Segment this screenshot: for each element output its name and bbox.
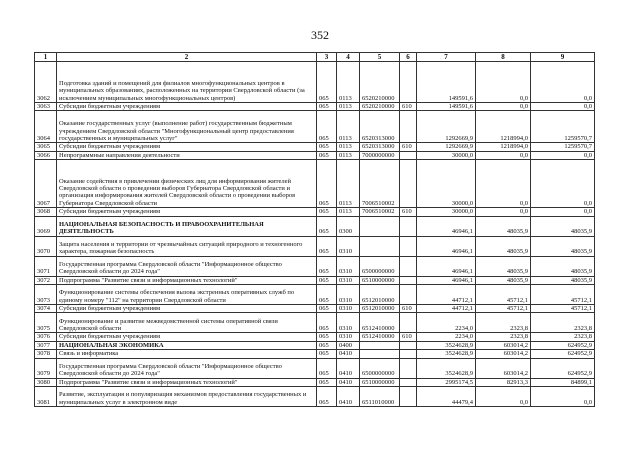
section-code: 0113 <box>337 111 360 143</box>
table-row <box>35 143 595 151</box>
target-article-code <box>360 216 400 236</box>
ministry-code: 065 <box>317 256 337 276</box>
budget-table <box>34 52 595 407</box>
amount-year-2: 48035,9 <box>476 256 531 276</box>
ministry-code: 065 <box>317 313 337 333</box>
amount-year-1: 3524628,9 <box>417 341 476 349</box>
table-row <box>35 276 595 284</box>
row-number: 3080 <box>35 378 57 386</box>
row-number: 3065 <box>35 143 57 151</box>
amount-year-1: 1292669,9 <box>417 111 476 143</box>
table-row <box>35 216 595 236</box>
amount-year-2: 603014,2 <box>476 350 531 358</box>
ministry-code: 065 <box>317 350 337 358</box>
table-row <box>35 62 595 103</box>
table-row <box>35 313 595 333</box>
table-row <box>35 103 595 111</box>
amount-year-3: 48035,9 <box>531 256 595 276</box>
row-number: 3077 <box>35 341 57 349</box>
table-row <box>35 358 595 378</box>
section-code: 0310 <box>337 305 360 313</box>
ministry-code: 065 <box>317 236 337 256</box>
expense-type-code <box>400 378 417 386</box>
row-name: Функционирование системы обеспечения вызова экстренных оперативных служб по единому номеру "112" на территории Свердловской области <box>57 285 317 305</box>
row-name: НАЦИОНАЛЬНАЯ БЕЗОПАСНОСТЬ И ПРАВООХРАНИТЕЛЬНАЯ ДЕЯТЕЛЬНОСТЬ <box>57 216 317 236</box>
expense-type-code: 610 <box>400 333 417 341</box>
row-number: 3066 <box>35 151 57 159</box>
amount-year-3: 0,0 <box>531 151 595 159</box>
amount-year-3: 0,0 <box>531 208 595 216</box>
table-row <box>35 305 595 313</box>
row-name: Государственная программа Свердловской области "Информационное общество Свердловской области до 2024 года" <box>57 358 317 378</box>
table-row <box>35 341 595 349</box>
expense-type-code <box>400 350 417 358</box>
row-name: Государственная программа Свердловской области "Информационное общество Свердловской области до 2024 года" <box>57 256 317 276</box>
amount-year-2: 48035,9 <box>476 216 531 236</box>
ministry-code: 065 <box>317 103 337 111</box>
row-number: 3068 <box>35 208 57 216</box>
row-name: Субсидии бюджетным учреждениям <box>57 333 317 341</box>
amount-year-3: 48035,9 <box>531 236 595 256</box>
amount-year-1: 2995174,5 <box>417 378 476 386</box>
table-row <box>35 350 595 358</box>
target-article-code: 6510000000 <box>360 378 400 386</box>
amount-year-3: 2323,8 <box>531 313 595 333</box>
amount-year-2: 0,0 <box>476 160 531 208</box>
row-number: 3076 <box>35 333 57 341</box>
amount-year-3: 48035,9 <box>531 276 595 284</box>
row-name: Непрограммные направления деятельности <box>57 151 317 159</box>
ministry-code: 065 <box>317 276 337 284</box>
row-number: 3062 <box>35 62 57 103</box>
section-code: 0113 <box>337 62 360 103</box>
row-name: Подпрограмма "Развитие связи и информационных технологий" <box>57 378 317 386</box>
target-article-code: 6512010000 <box>360 305 400 313</box>
section-code: 0310 <box>337 285 360 305</box>
section-code: 0113 <box>337 208 360 216</box>
target-article-code <box>360 350 400 358</box>
section-code: 0113 <box>337 151 360 159</box>
row-number: 3070 <box>35 236 57 256</box>
row-number: 3078 <box>35 350 57 358</box>
row-name: Подпрограмма "Развитие связи и информационных технологий" <box>57 276 317 284</box>
row-number: 3074 <box>35 305 57 313</box>
target-article-code: 7000000000 <box>360 151 400 159</box>
amount-year-2: 0,0 <box>476 62 531 103</box>
table-row <box>35 333 595 341</box>
target-article-code <box>360 341 400 349</box>
amount-year-2: 0,0 <box>476 151 531 159</box>
section-code: 0113 <box>337 143 360 151</box>
row-number: 3069 <box>35 216 57 236</box>
table-row <box>35 378 595 386</box>
expense-type-code <box>400 313 417 333</box>
expense-type-code <box>400 216 417 236</box>
expense-type-code: 610 <box>400 208 417 216</box>
amount-year-1: 2234,0 <box>417 313 476 333</box>
ministry-code: 065 <box>317 378 337 386</box>
expense-type-code <box>400 111 417 143</box>
section-code: 0410 <box>337 378 360 386</box>
amount-year-1: 46946,1 <box>417 216 476 236</box>
amount-year-2: 0,0 <box>476 387 531 407</box>
amount-year-1: 2234,0 <box>417 333 476 341</box>
column-header-1: 1 <box>35 53 57 62</box>
expense-type-code <box>400 62 417 103</box>
section-code: 0113 <box>337 103 360 111</box>
section-code: 0310 <box>337 236 360 256</box>
amount-year-3: 2323,8 <box>531 333 595 341</box>
header-row <box>35 53 595 62</box>
amount-year-1: 44712,1 <box>417 285 476 305</box>
target-article-code: 6520210000 <box>360 62 400 103</box>
expense-type-code <box>400 276 417 284</box>
expense-type-code <box>400 285 417 305</box>
target-article-code: 6511010000 <box>360 387 400 407</box>
target-article-code: 7006510002 <box>360 208 400 216</box>
table-row <box>35 208 595 216</box>
row-number: 3071 <box>35 256 57 276</box>
amount-year-2: 82913,3 <box>476 378 531 386</box>
amount-year-1: 30000,0 <box>417 160 476 208</box>
table-body <box>35 62 595 407</box>
row-name: Субсидии бюджетным учреждениям <box>57 103 317 111</box>
expense-type-code <box>400 151 417 159</box>
row-name: Оказание государственных услуг (выполнение работ) государственным бюджетным учреждением Свердловской области "Многофункциональный центр предоставления государственных и муниципальных услуг" <box>57 111 317 143</box>
amount-year-3: 624952,9 <box>531 350 595 358</box>
amount-year-2: 603014,2 <box>476 358 531 378</box>
target-article-code: 6512010000 <box>360 285 400 305</box>
ministry-code: 065 <box>317 62 337 103</box>
amount-year-1: 46946,1 <box>417 256 476 276</box>
section-code: 0113 <box>337 160 360 208</box>
amount-year-3: 1259570,7 <box>531 111 595 143</box>
section-code: 0410 <box>337 387 360 407</box>
column-header-2: 2 <box>57 53 317 62</box>
row-number: 3072 <box>35 276 57 284</box>
table-row <box>35 236 595 256</box>
amount-year-2: 0,0 <box>476 208 531 216</box>
column-header-3: 3 <box>317 53 337 62</box>
row-name: Развитие, эксплуатация и популяризация механизмов предоставления государственных и муниципальных услуг в электронном виде <box>57 387 317 407</box>
ministry-code: 065 <box>317 333 337 341</box>
amount-year-3: 0,0 <box>531 62 595 103</box>
row-number: 3073 <box>35 285 57 305</box>
amount-year-3: 84899,1 <box>531 378 595 386</box>
column-header-6: 6 <box>400 53 417 62</box>
amount-year-1: 3524628,9 <box>417 358 476 378</box>
amount-year-2: 0,0 <box>476 103 531 111</box>
ministry-code: 065 <box>317 305 337 313</box>
target-article-code: 6520313000 <box>360 111 400 143</box>
table-row <box>35 256 595 276</box>
ministry-code: 065 <box>317 216 337 236</box>
expense-type-code <box>400 160 417 208</box>
row-name: Подготовка зданий и помещений для филиалов многофункциональных центров в муниципальных образованиях, расположенных на территории Свердловской области (за исключением муниципальных многофункциональных центров) <box>57 62 317 103</box>
amount-year-2: 48035,9 <box>476 236 531 256</box>
amount-year-2: 45712,1 <box>476 285 531 305</box>
ministry-code: 065 <box>317 160 337 208</box>
row-number: 3064 <box>35 111 57 143</box>
amount-year-3: 45712,1 <box>531 305 595 313</box>
section-code: 0410 <box>337 350 360 358</box>
row-name: Оказание содействия в привлечении физических лиц для информирования жителей Свердловской области о проведении выборов Губернатора Свердловской области и организация информирования жителей Свердловской области о проведении выборов Губернатора Свердловской области <box>57 160 317 208</box>
amount-year-3: 0,0 <box>531 160 595 208</box>
amount-year-3: 45712,1 <box>531 285 595 305</box>
expense-type-code <box>400 236 417 256</box>
expense-type-code: 610 <box>400 143 417 151</box>
row-name: НАЦИОНАЛЬНАЯ ЭКОНОМИКА <box>57 341 317 349</box>
ministry-code: 065 <box>317 111 337 143</box>
section-code: 0400 <box>337 341 360 349</box>
ministry-code: 065 <box>317 208 337 216</box>
amount-year-2: 1218994,0 <box>476 111 531 143</box>
column-header-4: 4 <box>337 53 360 62</box>
amount-year-3: 1259570,7 <box>531 143 595 151</box>
page-number: 352 <box>311 28 329 42</box>
amount-year-1: 44479,4 <box>417 387 476 407</box>
table-row <box>35 151 595 159</box>
row-name: Субсидии бюджетным учреждениям <box>57 143 317 151</box>
section-code: 0310 <box>337 256 360 276</box>
table-row <box>35 160 595 208</box>
section-code: 0410 <box>337 358 360 378</box>
expense-type-code <box>400 358 417 378</box>
ministry-code: 065 <box>317 387 337 407</box>
table-row <box>35 387 595 407</box>
target-article-code: 6512410000 <box>360 333 400 341</box>
amount-year-2: 1218994,0 <box>476 143 531 151</box>
row-number: 3079 <box>35 358 57 378</box>
ministry-code: 065 <box>317 341 337 349</box>
amount-year-1: 149591,6 <box>417 62 476 103</box>
target-article-code: 6500000000 <box>360 256 400 276</box>
target-article-code: 6500000000 <box>360 358 400 378</box>
amount-year-1: 30000,0 <box>417 151 476 159</box>
row-name: Субсидии бюджетным учреждениям <box>57 305 317 313</box>
row-name: Субсидии бюджетным учреждениям <box>57 208 317 216</box>
amount-year-2: 45712,1 <box>476 305 531 313</box>
amount-year-3: 0,0 <box>531 387 595 407</box>
target-article-code: 7006510002 <box>360 160 400 208</box>
amount-year-3: 0,0 <box>531 103 595 111</box>
amount-year-2: 603014,2 <box>476 341 531 349</box>
expense-type-code <box>400 387 417 407</box>
section-code: 0300 <box>337 216 360 236</box>
row-number: 3067 <box>35 160 57 208</box>
amount-year-1: 3524628,9 <box>417 350 476 358</box>
amount-year-1: 30000,0 <box>417 208 476 216</box>
column-header-9: 9 <box>531 53 595 62</box>
row-number: 3075 <box>35 313 57 333</box>
target-article-code: 6512410000 <box>360 313 400 333</box>
expense-type-code: 610 <box>400 305 417 313</box>
amount-year-1: 149591,6 <box>417 103 476 111</box>
amount-year-1: 46946,1 <box>417 276 476 284</box>
amount-year-1: 44712,1 <box>417 305 476 313</box>
section-code: 0310 <box>337 276 360 284</box>
table-row <box>35 285 595 305</box>
amount-year-1: 46946,1 <box>417 236 476 256</box>
row-number: 3063 <box>35 103 57 111</box>
target-article-code: 6520313000 <box>360 143 400 151</box>
target-article-code: 6510000000 <box>360 276 400 284</box>
amount-year-2: 2323,8 <box>476 333 531 341</box>
target-article-code: 6520210000 <box>360 103 400 111</box>
column-header-5: 5 <box>360 53 400 62</box>
amount-year-1: 1292669,9 <box>417 143 476 151</box>
ministry-code: 065 <box>317 285 337 305</box>
expense-type-code: 610 <box>400 103 417 111</box>
row-name: Функционирование и развитие межведомственной системы оперативной связи Свердловской области <box>57 313 317 333</box>
amount-year-2: 2323,8 <box>476 313 531 333</box>
amount-year-3: 624952,9 <box>531 341 595 349</box>
table-row <box>35 111 595 143</box>
ministry-code: 065 <box>317 151 337 159</box>
amount-year-3: 48035,9 <box>531 216 595 236</box>
ministry-code: 065 <box>317 358 337 378</box>
row-number: 3081 <box>35 387 57 407</box>
amount-year-3: 624952,9 <box>531 358 595 378</box>
column-header-7: 7 <box>417 53 476 62</box>
ministry-code: 065 <box>317 143 337 151</box>
row-name: Защита населения и территории от чрезвычайных ситуаций природного и техногенного характера, пожарная безопасность <box>57 236 317 256</box>
section-code: 0310 <box>337 313 360 333</box>
section-code: 0310 <box>337 333 360 341</box>
target-article-code <box>360 236 400 256</box>
column-header-8: 8 <box>476 53 531 62</box>
expense-type-code <box>400 341 417 349</box>
amount-year-2: 48035,9 <box>476 276 531 284</box>
row-name: Связь и информатика <box>57 350 317 358</box>
expense-type-code <box>400 256 417 276</box>
